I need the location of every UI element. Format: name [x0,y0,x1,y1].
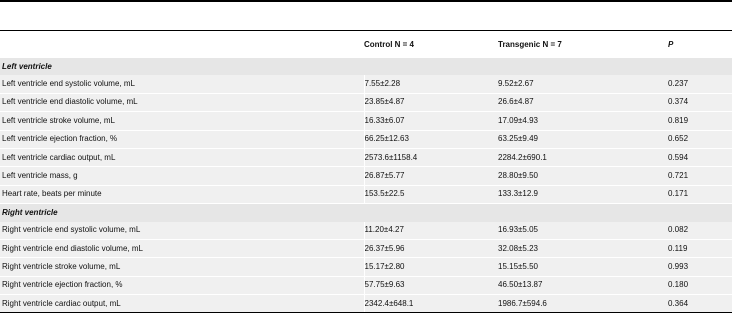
p-value: 0.819 [668,112,732,130]
table-row [0,75,732,93]
transgenic-value: 32.08±5.23 [498,239,668,257]
transgenic-value: 15.15±5.50 [498,258,668,276]
ventricle-function-table [0,31,732,313]
section-row-left-ventricle [0,58,732,75]
section-filler [498,204,668,222]
transgenic-value: 16.93±5.05 [498,222,668,240]
p-value: 0.993 [668,258,732,276]
table-row [0,185,732,203]
table-body [0,58,732,313]
table-row [0,148,732,166]
section-filler [498,58,668,75]
table-header-row [0,31,732,58]
control-value: 11.20±4.27 [364,222,498,240]
row-label: Left ventricle ejection fraction, % [0,130,364,148]
transgenic-value: 17.09±4.93 [498,112,668,130]
row-label: Right ventricle ejection fraction, % [0,276,364,294]
section-title: Right ventricle [0,204,364,222]
control-value: 26.37±5.96 [364,239,498,257]
row-label: Right ventricle cardiac output, mL [0,295,364,313]
p-value: 0.119 [668,239,732,257]
control-value: 7.55±2.28 [364,75,498,93]
control-value: 23.85±4.87 [364,93,498,111]
section-filler [668,204,732,222]
control-value: 16.33±6.07 [364,112,498,130]
table-row [0,295,732,313]
row-label: Heart rate, beats per minute [0,185,364,203]
control-value: 26.87±5.77 [364,167,498,185]
row-label: Right ventricle stroke volume, mL [0,258,364,276]
transgenic-value: 46.50±13.87 [498,276,668,294]
control-value: 2573.6±1158.4 [364,148,498,166]
transgenic-value: 28.80±9.50 [498,167,668,185]
row-label: Right ventricle end diastolic volume, mL [0,239,364,257]
row-label: Left ventricle end systolic volume, mL [0,75,364,93]
transgenic-value: 1986.7±594.6 [498,295,668,313]
p-value: 0.171 [668,185,732,203]
p-value: 0.721 [668,167,732,185]
p-value: 0.364 [668,295,732,313]
row-label: Left ventricle stroke volume, mL [0,112,364,130]
table-row [0,112,732,130]
row-label: Right ventricle end systolic volume, mL [0,222,364,240]
control-value: 15.17±2.80 [364,258,498,276]
transgenic-value: 9.52±2.67 [498,75,668,93]
table-row [0,258,732,276]
header-control: Control N = 4 [364,39,415,49]
p-value: 0.652 [668,130,732,148]
top-rule [0,0,732,2]
transgenic-value: 26.6±4.87 [498,93,668,111]
table-row [0,222,732,240]
section-title: Left ventricle [0,58,364,75]
section-filler [668,58,732,75]
row-label: Left ventricle end diastolic volume, mL [0,93,364,111]
section-row-right-ventricle [0,204,732,222]
control-value: 66.25±12.63 [364,130,498,148]
control-value: 153.5±22.5 [364,185,498,203]
table-row [0,239,732,257]
header-transgenic: Transgenic N = 7 [498,39,562,49]
section-filler [364,58,498,75]
header-p-value: P [668,39,674,49]
transgenic-value: 2284.2±690.1 [498,148,668,166]
table-row [0,276,732,294]
table-row [0,130,732,148]
p-value: 0.374 [668,93,732,111]
transgenic-value: 63.25±9.49 [498,130,668,148]
p-value: 0.180 [668,276,732,294]
row-label: Left ventricle mass, g [0,167,364,185]
p-value: 0.594 [668,148,732,166]
section-filler [364,204,498,222]
transgenic-value: 133.3±12.9 [498,185,668,203]
p-value: 0.082 [668,222,732,240]
row-label: Left ventricle cardiac output, mL [0,148,364,166]
control-value: 2342.4±648.1 [364,295,498,313]
control-value: 57.75±9.63 [364,276,498,294]
table-row [0,167,732,185]
header-label [0,31,364,58]
table-row [0,93,732,111]
p-value: 0.237 [668,75,732,93]
